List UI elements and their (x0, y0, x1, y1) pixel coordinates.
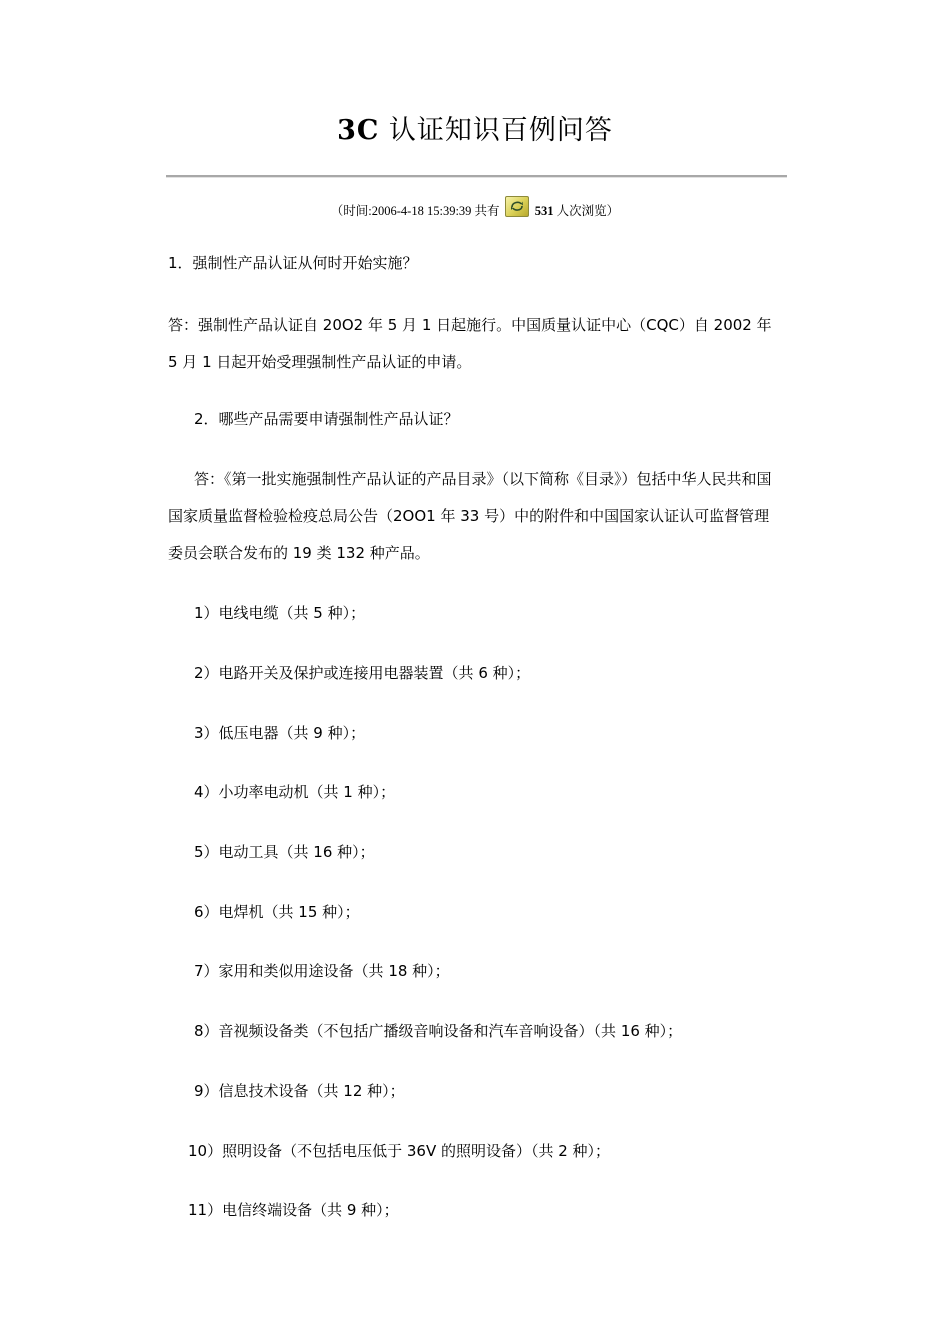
list-item: 8）音视频设备类（不包括广播级音响设备和汽车音响设备）（共 16 种）； (194, 1022, 683, 1040)
list-item: 3）低压电器（共 9 种）； (194, 724, 366, 742)
list-item: 2）电路开关及保护或连接用电器装置（共 6 种）； (194, 664, 531, 682)
list-item: 6）电焊机（共 15 种）； (194, 903, 360, 921)
list-item: 7）家用和类似用途设备（共 18 种）； (194, 962, 450, 980)
list-item: 10）照明设备（不包括电压低于 36V 的照明设备）（共 2 种）； (188, 1142, 611, 1160)
question-2: 2．哪些产品需要申请强制性产品认证？ (194, 410, 459, 428)
list-item: 5）电动工具（共 16 种）； (194, 843, 375, 861)
title-divider (166, 175, 787, 178)
article-title (0, 111, 950, 151)
article-title-prefix: 3C (337, 115, 380, 146)
list-item: 11）电信终端设备（共 9 种）； (188, 1201, 399, 1219)
view-count: 531 (534, 204, 554, 218)
answer-1: 答：强制性产品认证自 20O2 年 5 月 1 日起施行。中国质量认证中心（CQC）自 2002 年 5 月 1 日起开始受理强制性产品认证的申请。 (168, 316, 772, 371)
list-item: 4）小功率电动机（共 1 种）； (194, 783, 396, 801)
article-meta (0, 196, 950, 218)
meta-views-text: 人次浏览） (556, 204, 620, 218)
list-item: 1）电线电缆（共 5 种）； (194, 604, 366, 622)
answer-2: 答：《第一批实施强制性产品认证的产品目录》（以下简称《目录》）包括中华人民共和国国家质量监督检验检疫总局公告（2OO1 年 33 号）中的附件和中国国家认证认可监督管理委员会联合发布的 19 类 132 种产品。 (168, 470, 772, 562)
meta-time-text: （时间:2006-4-18 15:39:39 共有 (330, 204, 500, 218)
list-item: 9）信息技术设备（共 12 种）； (194, 1082, 405, 1100)
views-counter-icon (505, 196, 529, 217)
article-title-text: 认证知识百例问答 (379, 115, 613, 146)
question-1: 1．强制性产品认证从何时开始实施？ (168, 254, 418, 272)
